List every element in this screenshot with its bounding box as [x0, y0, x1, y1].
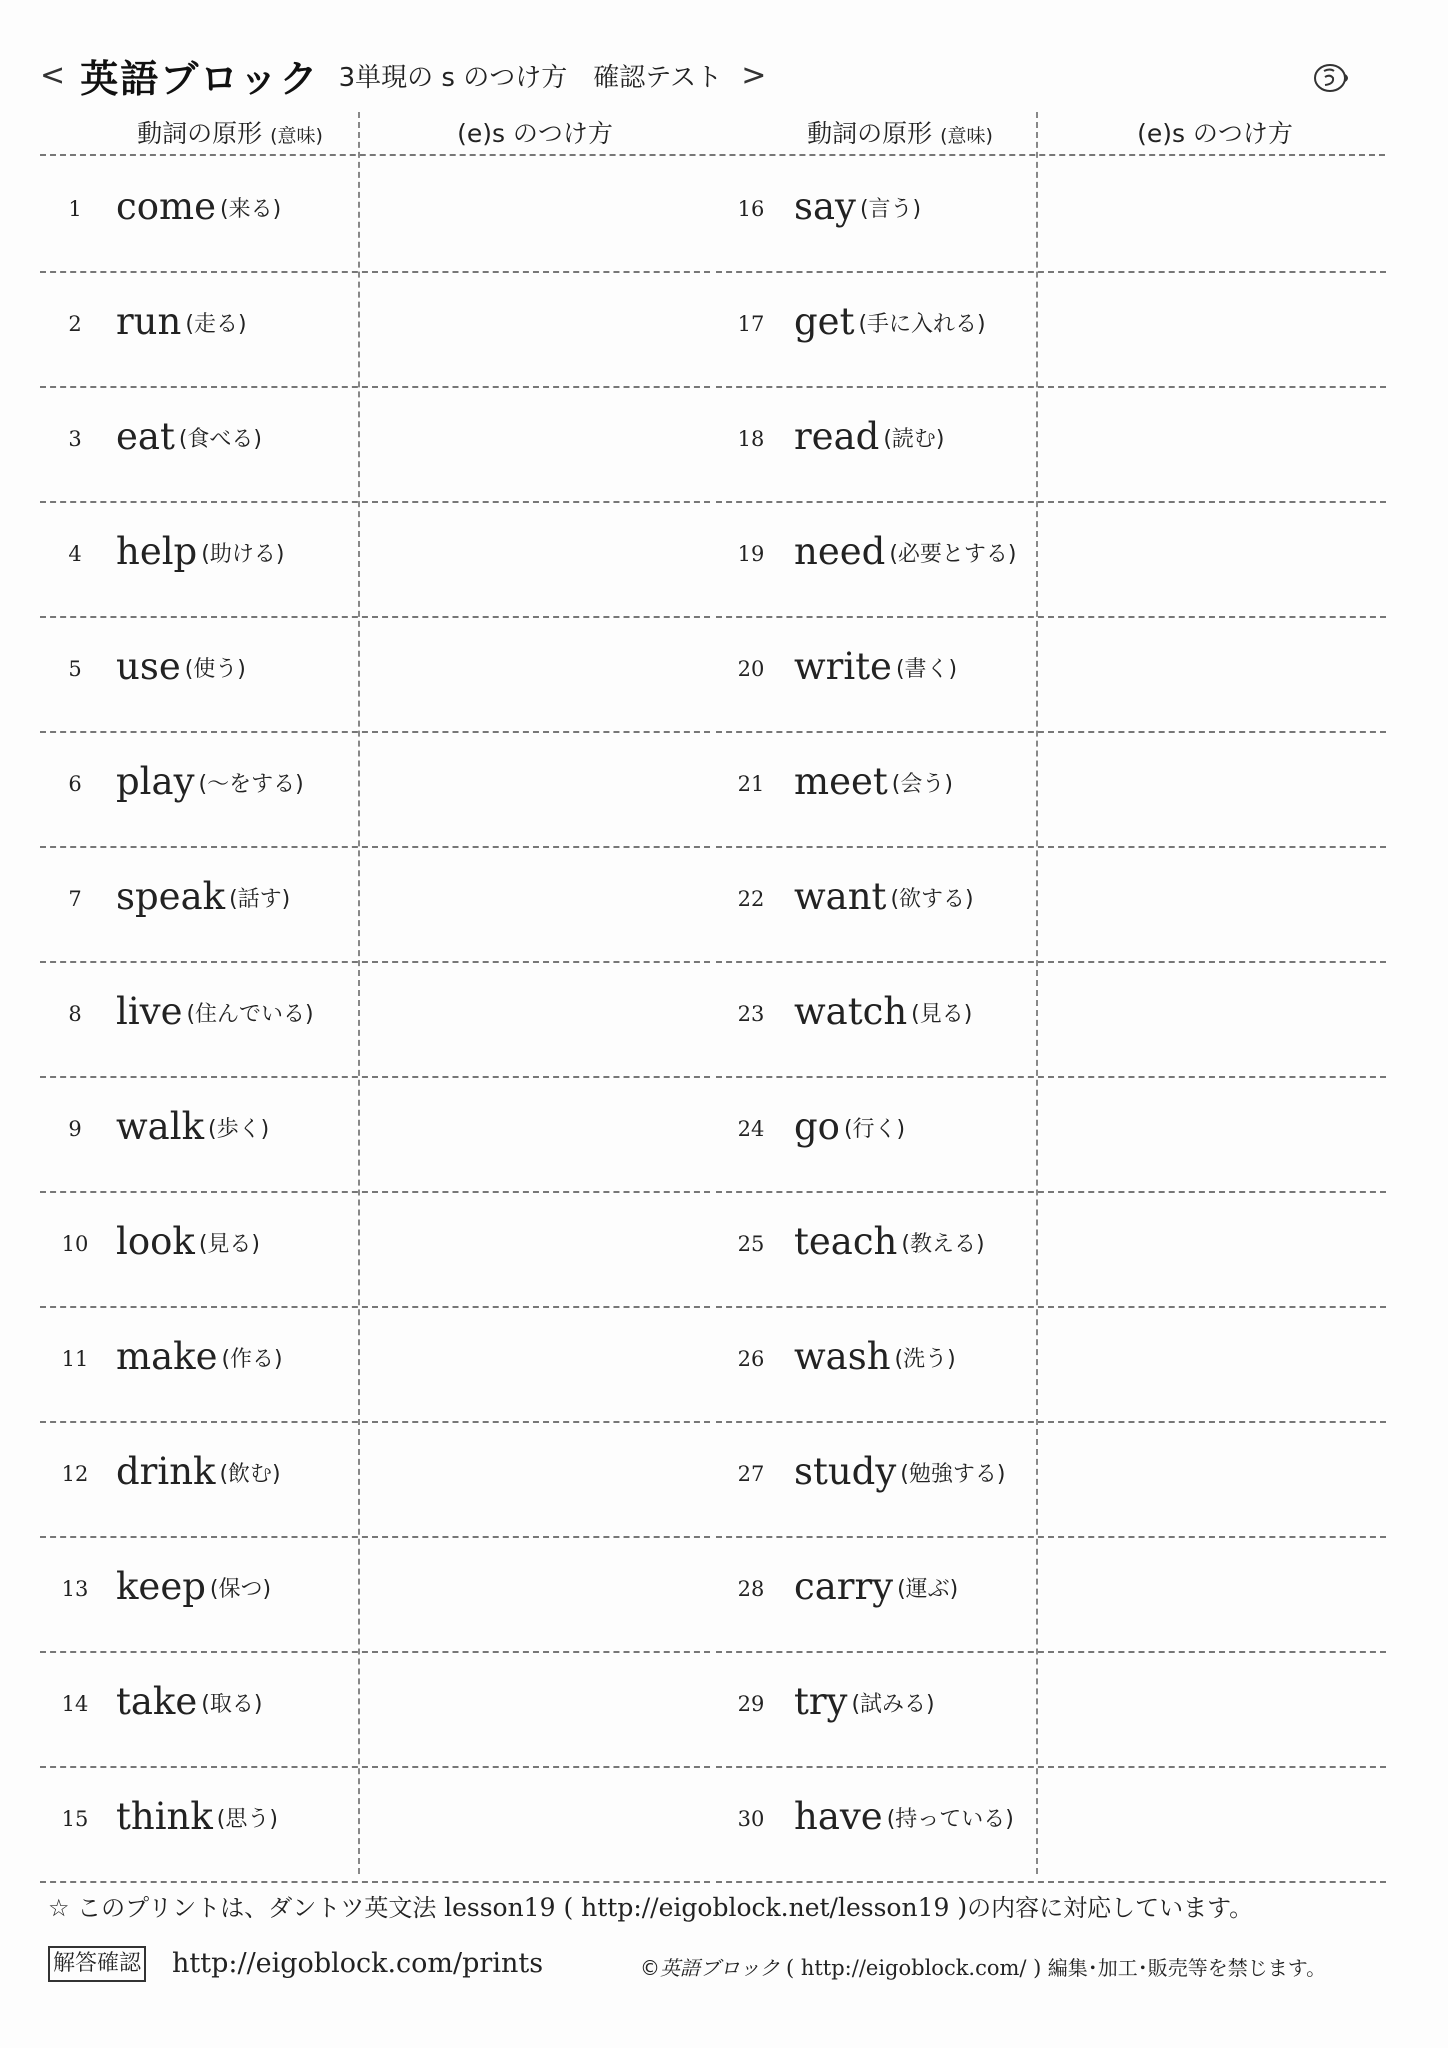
title-open-bracket: <	[40, 58, 66, 93]
row-divider	[40, 1536, 710, 1538]
header-base-form-label: 動詞の原形	[137, 119, 263, 148]
verb-meaning: (手に入れる)	[858, 311, 986, 337]
item-number: 10	[61, 1232, 89, 1256]
verb-meaning: (～をする)	[198, 771, 304, 797]
row-divider	[716, 501, 1386, 503]
star-icon: ☆	[48, 1894, 70, 1922]
row-divider	[40, 846, 710, 848]
verb-word: carry (運ぶ)	[794, 1565, 959, 1608]
item-number: 6	[68, 772, 82, 796]
row-divider	[40, 1076, 710, 1078]
verb-word: teach (教える)	[794, 1220, 985, 1263]
item-number: 2	[68, 312, 82, 336]
item-number: 14	[61, 1692, 89, 1716]
verb-word: keep (保つ)	[116, 1565, 272, 1608]
item-number: 18	[737, 427, 765, 451]
verb-meaning: (勉強する)	[900, 1461, 1006, 1487]
brand-logo: 英語ブロック	[80, 57, 320, 101]
row-divider	[40, 1766, 710, 1768]
row-divider	[40, 501, 710, 503]
row-divider	[716, 1076, 1386, 1078]
header-base-form-left	[100, 114, 360, 154]
row-divider	[40, 1651, 710, 1653]
row-divider	[40, 1881, 710, 1883]
row-divider	[40, 386, 710, 388]
copyright-url-link[interactable]: ( http://eigoblock.com/ )	[785, 1956, 1042, 1980]
copyright-notice	[640, 1953, 1326, 1983]
answer-url-link[interactable]: http://eigoblock.com/prints	[172, 1948, 544, 1979]
verb-word: study (勉強する)	[794, 1450, 1006, 1493]
verb-meaning: (必要とする)	[889, 541, 1017, 567]
verb-meaning: (会う)	[891, 771, 953, 797]
item-number: 15	[61, 1807, 89, 1831]
verb-word: read (読む)	[794, 415, 945, 458]
row-divider	[716, 1306, 1386, 1308]
footer-note	[48, 1888, 1253, 1928]
verb-meaning: (助ける)	[201, 541, 285, 567]
verb-word: say (言う)	[794, 185, 922, 228]
item-number: 24	[737, 1117, 765, 1141]
verb-word: come (来る)	[116, 185, 282, 228]
row-divider	[40, 961, 710, 963]
item-number: 16	[737, 197, 765, 221]
row-divider	[716, 1191, 1386, 1193]
item-number: 29	[737, 1692, 765, 1716]
verb-meaning: (来る)	[219, 196, 282, 222]
verb-word: need (必要とする)	[794, 530, 1017, 573]
verb-meaning: (走る)	[185, 311, 247, 337]
item-number: 1	[68, 197, 82, 221]
verb-meaning: (書く)	[895, 656, 958, 682]
row-divider	[40, 616, 710, 618]
header-answer-left: (e)s のつけ方	[457, 119, 613, 148]
verb-word: write (書く)	[794, 645, 958, 688]
row-divider	[716, 271, 1386, 273]
item-number: 19	[737, 542, 765, 566]
header-meaning-label: (意味)	[940, 125, 993, 147]
copyright-mark: ©英語ブロック	[640, 1956, 780, 1980]
footer-note-post: の内容に対応しています。	[967, 1894, 1254, 1922]
verb-meaning: (取る)	[201, 1691, 263, 1717]
verb-meaning: (思う)	[216, 1806, 278, 1832]
verb-meaning: (見る)	[198, 1231, 260, 1257]
row-divider	[716, 961, 1386, 963]
item-number: 5	[68, 657, 82, 681]
item-number: 17	[737, 312, 765, 336]
verb-meaning: (飲む)	[219, 1461, 281, 1487]
item-number: 11	[61, 1347, 89, 1371]
item-number: 13	[61, 1577, 89, 1601]
item-number: 3	[68, 427, 82, 451]
verb-word: have (持っている)	[794, 1795, 1014, 1838]
item-number: 4	[68, 542, 82, 566]
verb-word: look (見る)	[116, 1220, 260, 1263]
item-number: 25	[737, 1232, 765, 1256]
row-divider	[716, 1651, 1386, 1653]
verb-meaning: (持っている)	[886, 1806, 1014, 1832]
verb-meaning: (洗う)	[894, 1346, 956, 1372]
right-column-divider	[1036, 112, 1038, 1874]
verb-word: play (～をする)	[116, 760, 304, 803]
verb-word: use (使う)	[116, 645, 246, 688]
verb-meaning: (保つ)	[209, 1576, 272, 1602]
row-divider	[40, 731, 710, 733]
verb-word: take (取る)	[116, 1680, 263, 1723]
row-divider	[40, 1421, 710, 1423]
verb-meaning: (住んでいる)	[186, 1001, 314, 1027]
verb-meaning: (使う)	[184, 656, 246, 682]
row-divider	[716, 731, 1386, 733]
verb-meaning: (話す)	[229, 886, 291, 912]
verb-meaning: (読む)	[883, 426, 945, 452]
verb-word: walk (歩く)	[116, 1105, 270, 1148]
verb-word: wash (洗う)	[794, 1335, 956, 1378]
verb-word: live (住んでいる)	[116, 990, 314, 1033]
verb-word: go (行く)	[794, 1105, 906, 1148]
row-divider	[716, 386, 1386, 388]
copyright-text: 編集･加工･販売等を禁じます。	[1047, 1956, 1327, 1980]
item-number: 30	[737, 1807, 765, 1831]
face-doodle-icon	[1312, 58, 1350, 96]
verb-meaning: (試みる)	[851, 1691, 935, 1717]
verb-meaning: (運ぶ)	[897, 1576, 959, 1602]
verb-word: try (試みる)	[794, 1680, 935, 1723]
verb-meaning: (言う)	[859, 196, 922, 222]
row-divider	[40, 1306, 710, 1308]
title-close-bracket: >	[741, 58, 767, 93]
item-number: 12	[61, 1462, 89, 1486]
footer-note-pre: このプリントは、ダントツ英文法	[77, 1894, 437, 1922]
verb-word: speak (話す)	[116, 875, 291, 918]
item-number: 22	[737, 887, 765, 911]
verb-word: make (作る)	[116, 1335, 283, 1378]
item-number: 9	[68, 1117, 82, 1141]
header-answer-right: (e)s のつけ方	[1137, 119, 1293, 148]
item-number: 7	[68, 887, 82, 911]
left-column-divider	[358, 112, 360, 1874]
row-divider	[40, 1191, 710, 1193]
footer-note-lesson-link[interactable]: lesson19 ( http://eigoblock.net/lesson19 )	[444, 1893, 968, 1922]
item-number: 20	[737, 657, 765, 681]
item-number: 8	[68, 1002, 82, 1026]
row-divider	[716, 616, 1386, 618]
header-base-form-label: 動詞の原形	[807, 119, 933, 148]
verb-word: get (手に入れる)	[794, 300, 986, 343]
item-number: 26	[737, 1347, 765, 1371]
row-divider	[716, 1881, 1386, 1883]
row-divider	[40, 271, 710, 273]
verb-meaning: (作る)	[221, 1346, 283, 1372]
verb-word: meet (会う)	[794, 760, 953, 803]
verb-meaning: (見る)	[911, 1001, 973, 1027]
verb-word: help (助ける)	[116, 530, 285, 573]
verb-meaning: (欲する)	[890, 886, 974, 912]
header-base-form-right	[770, 114, 1030, 154]
item-number: 27	[737, 1462, 765, 1486]
verb-word: watch (見る)	[794, 990, 973, 1033]
verb-word: run (走る)	[116, 300, 247, 343]
item-number: 28	[737, 1577, 765, 1601]
item-number: 23	[737, 1002, 765, 1026]
title-subtitle: 3単現の s のつけ方 確認テスト	[338, 63, 723, 93]
verb-meaning: (行く)	[843, 1116, 906, 1142]
verb-word: eat (食べる)	[116, 415, 262, 458]
verb-word: think (思う)	[116, 1795, 278, 1838]
verb-word: want (欲する)	[794, 875, 974, 918]
row-divider	[716, 1421, 1386, 1423]
answer-check-label: 解答確認	[48, 1946, 146, 1982]
header-divider	[40, 154, 1385, 156]
row-divider	[716, 1766, 1386, 1768]
verb-word: drink (飲む)	[116, 1450, 281, 1493]
row-divider	[716, 846, 1386, 848]
header-meaning-label: (意味)	[270, 125, 323, 147]
row-divider	[716, 1536, 1386, 1538]
verb-meaning: (歩く)	[207, 1116, 270, 1142]
verb-meaning: (食べる)	[178, 426, 262, 452]
verb-meaning: (教える)	[901, 1231, 985, 1257]
item-number: 21	[737, 772, 765, 796]
page-title	[40, 48, 767, 101]
